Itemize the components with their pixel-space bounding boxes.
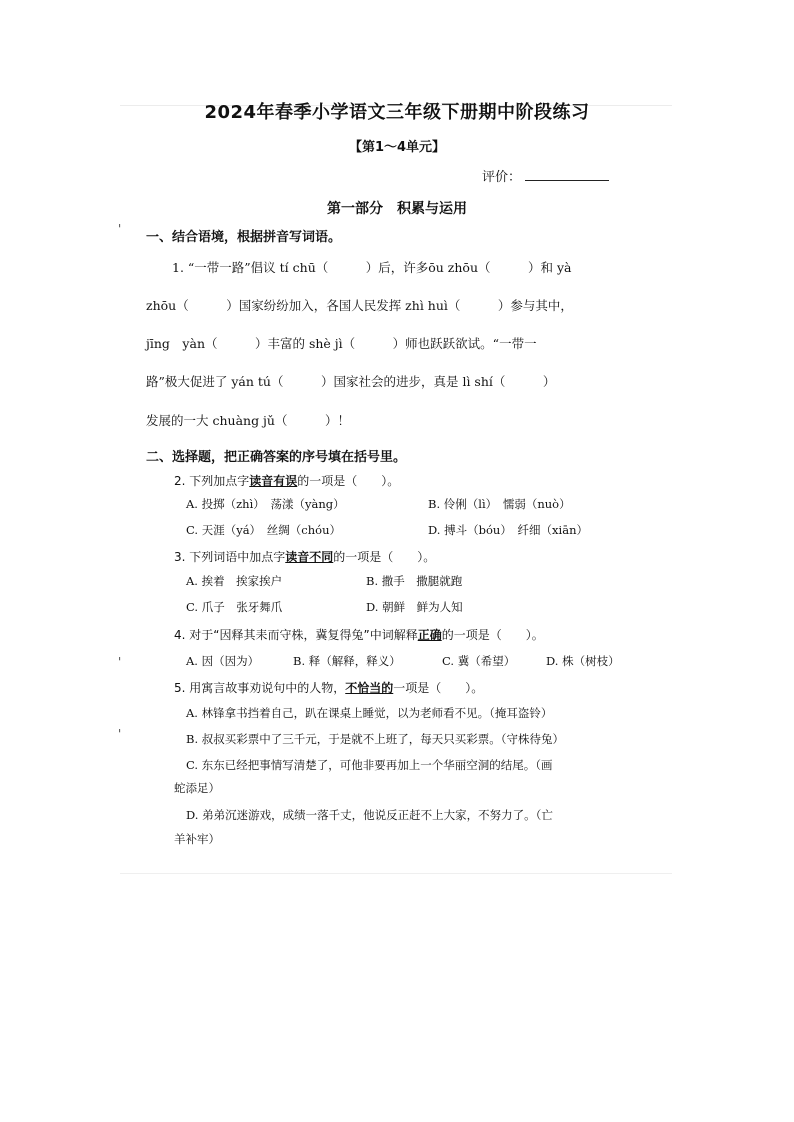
option-a: A. 因（因为）: [186, 654, 260, 668]
score-blank[interactable]: [525, 168, 609, 181]
key-phrase: 读音不同: [285, 550, 334, 564]
question-2: [174, 472, 399, 489]
question-text: 5. 用寓言故事劝说句中的人物，: [174, 681, 346, 695]
key-phrase: 读音有误: [249, 474, 298, 488]
text-line: 1. “一带一路”倡议 tí chū（ ）后，许多ōu zhōu（ ）和 yà: [172, 260, 572, 275]
option-a: A. 挨着 挨家挨户: [186, 574, 283, 588]
option-d: D. 搏斗（bóu） 纤细（xiān）: [428, 523, 588, 537]
question-4: [174, 626, 544, 643]
bottom-rule: [120, 873, 672, 874]
option-c-cont: 蛇添足）: [174, 781, 220, 795]
score-label: 评价：: [482, 170, 522, 185]
text-line: 发展的一大 chuàng jǔ（ ）！: [146, 413, 350, 428]
text-line: zhōu（ ）国家纷纷加入，各国人民发挥 zhì huì（ ）参与其中，: [146, 298, 573, 313]
score-field: [482, 166, 609, 185]
option-a: A. 投掷（zhì） 荡漾（yàng）: [186, 497, 345, 511]
question-5: [174, 679, 483, 696]
key-phrase: 不恰当的: [345, 681, 394, 695]
option-d-cont: 羊补牢）: [174, 832, 220, 846]
scan-mark: ': [118, 655, 122, 669]
question-3: [174, 548, 435, 565]
option-b: B. 撒手 撒腿就跑: [366, 574, 463, 588]
option-d: D. 弟弟沉迷游戏，成绩一落千丈，他说反正赶不上大家，不努力了。（亡: [186, 808, 553, 822]
section-heading: 一、结合语境，根据拼音写词语。: [146, 230, 342, 245]
option-b: B. 伶俐（lì） 懦弱（nuò）: [428, 497, 571, 511]
option-c: C. 爪子 张牙舞爪: [186, 600, 283, 614]
question-text: 的一项是（ ）。: [297, 474, 400, 488]
unit-subtitle: 【第1～4单元】: [348, 140, 446, 155]
option-c: C. 天涯（yá） 丝绸（chóu）: [186, 523, 341, 537]
question-text: 2. 下列加点字: [174, 474, 250, 488]
section-heading: 二、选择题，把正确答案的序号填在括号里。: [146, 450, 407, 465]
option-b: B. 释（解释，释义）: [293, 654, 401, 668]
question-text: 一项是（ ）。: [393, 681, 484, 695]
question-text: 3. 下列词语中加点字: [174, 550, 286, 564]
scan-mark: ': [118, 222, 122, 236]
part-heading: 第一部分 积累与运用: [327, 201, 467, 217]
option-b: B. 叔叔买彩票中了三千元，于是就不上班了，每天只买彩票。（守株待兔）: [186, 732, 565, 746]
question-text: 的一项是（ ）。: [441, 628, 544, 642]
option-c: C. 冀（希望）: [442, 654, 516, 668]
option-d: D. 株（树枝）: [546, 654, 620, 668]
key-phrase: 正确: [417, 628, 442, 642]
text-line: 路”极大促进了 yán tú（ ）国家社会的进步，真是 lì shí（ ）: [146, 374, 556, 389]
question-text: 4. 对于“因释其耒而守株，冀复得兔”中词解释: [174, 628, 418, 642]
scan-mark: ': [118, 727, 122, 741]
option-a: A. 林锋拿书挡着自己，趴在课桌上睡觉，以为老师看不见。（掩耳盗铃）: [186, 706, 553, 720]
page-title: 2024年春季小学语文三年级下册期中阶段练习: [204, 102, 590, 123]
option-d: D. 朝鲜 鲜为人知: [366, 600, 463, 614]
option-c: C. 东东已经把事情写清楚了，可他非要再加上一个华丽空洞的结尾。（画: [186, 758, 553, 772]
question-text: 的一项是（ ）。: [333, 550, 436, 564]
text-line: jīng yàn（ ）丰富的 shè jì（ ）师也跃跃欲试。“一带一: [146, 336, 537, 351]
